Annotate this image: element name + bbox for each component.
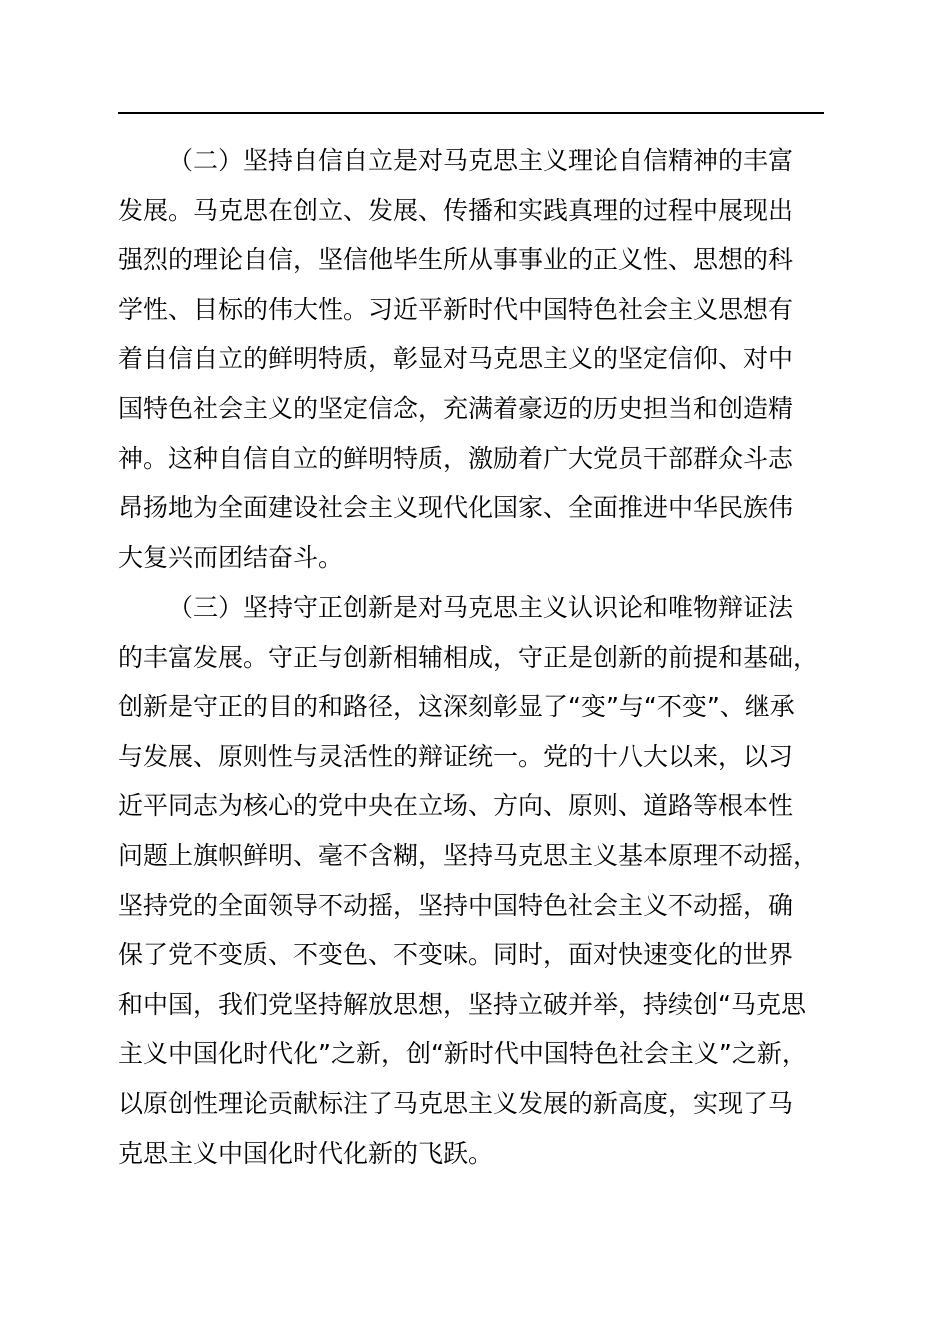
text-line: 主义中国化时代化”之新，创“新时代中国特色社会主义”之新， — [118, 1039, 807, 1069]
text-line: 的丰富发展。守正与创新相辅相成，守正是创新的前提和基础， — [118, 642, 819, 672]
text-line: 大复兴而团结奋斗。 — [118, 542, 344, 572]
paragraph-3 — [118, 583, 848, 1178]
text-line: 和中国，我们党坚持解放思想，坚持立破并举，持续创“马克思 — [118, 989, 806, 1019]
text-line: 昂扬地为全面建设社会主义现代化国家、全面推进中华民族伟 — [118, 493, 794, 523]
text-line: 近平同志为核心的党中央在立场、方向、原则、道路等根本性 — [118, 791, 794, 821]
text-line: 神。这种自信自立的鲜明特质，激励着广大党员干部群众斗志 — [118, 443, 794, 473]
text-line: 以原创性理论贡献标注了马克思主义发展的新高度，实现了马 — [118, 1088, 794, 1118]
text-line: 保了党不变质、不变色、不变味。同时，面对快速变化的世界 — [118, 940, 794, 970]
text-line: 强烈的理论自信，坚信他毕生所从事事业的正义性、思想的科 — [118, 245, 794, 275]
text-line: 学性、目标的伟大性。习近平新时代中国特色社会主义思想有 — [118, 294, 794, 324]
text-line: 着自信自立的鲜明特质，彰显对马克思主义的坚定信仰、对中 — [118, 344, 794, 374]
text-line: 创新是守正的目的和路径，这深刻彰显了“变”与“不变”、继承 — [118, 692, 795, 722]
text-line: 问题上旗帜鲜明、毫不含糊，坚持马克思主义基本原理不动摇， — [118, 840, 819, 870]
text-line: 国特色社会主义的坚定信念，充满着豪迈的历史担当和创造精 — [118, 393, 794, 423]
text-line: 发展。马克思在创立、发展、传播和实践真理的过程中展现出 — [118, 195, 794, 225]
text-line: （三）坚持守正创新是对马克思主义认识论和唯物辩证法 — [168, 593, 794, 622]
text-line: （二）坚持自信自立是对马克思主义理论自信精神的丰富 — [168, 146, 794, 175]
paragraph-2 — [118, 136, 848, 582]
text-line: 与发展、原则性与灵活性的辩证统一。党的十八大以来，以习 — [118, 741, 794, 771]
text-line: 克思主义中国化时代化新的飞跃。 — [118, 1138, 494, 1168]
text-line: 坚持党的全面领导不动摇，坚持中国特色社会主义不动摇，确 — [118, 890, 794, 920]
header-rule — [118, 112, 824, 114]
